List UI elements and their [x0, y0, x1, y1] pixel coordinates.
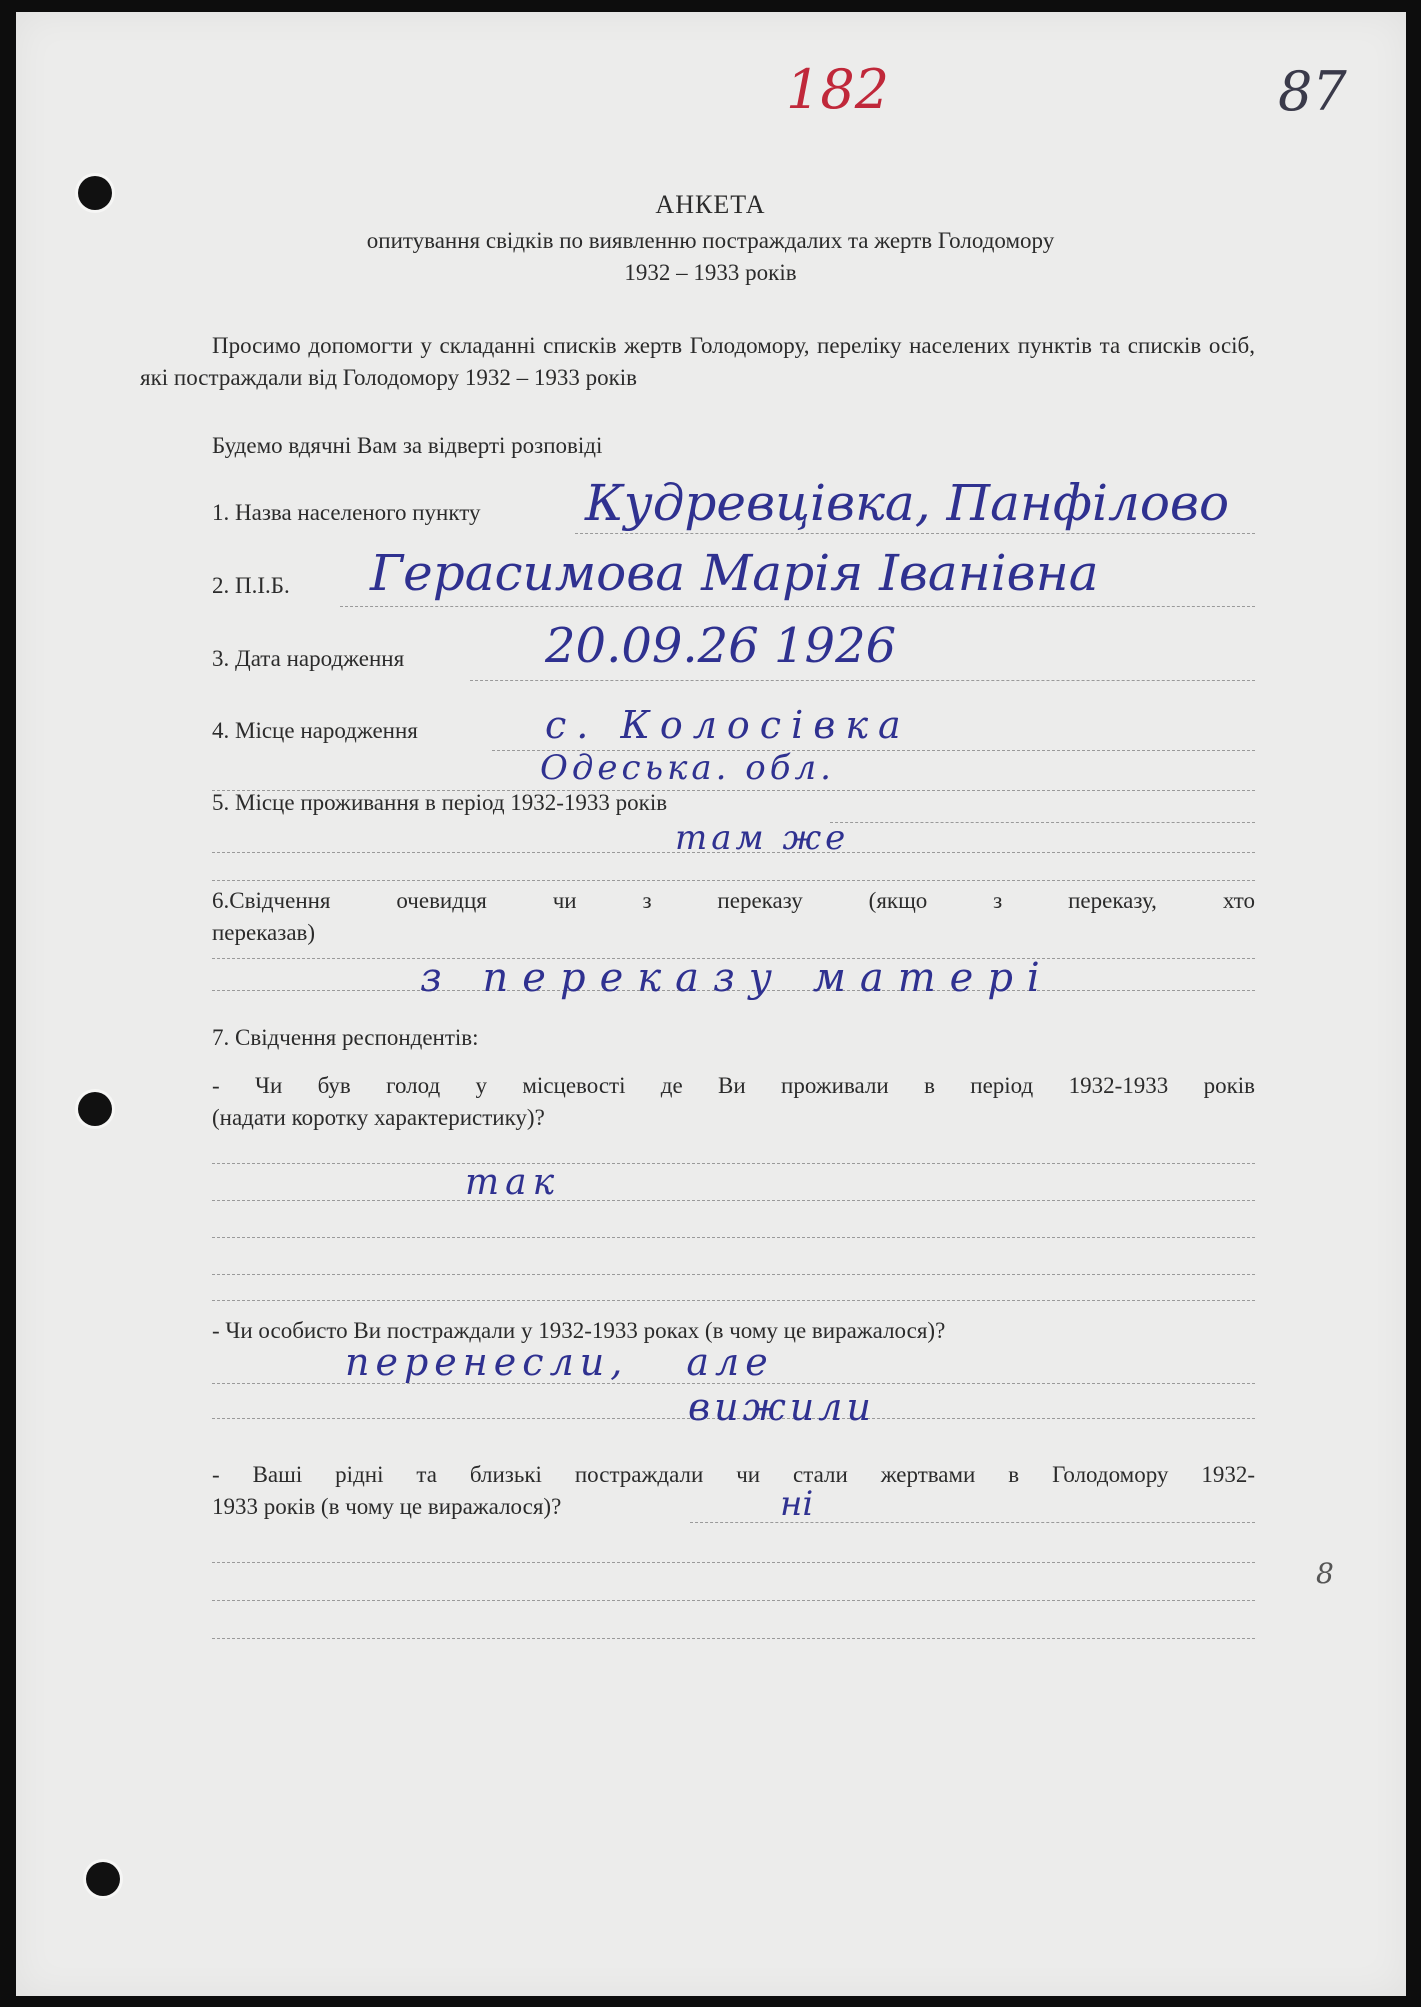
q7-line-2 — [212, 1200, 1255, 1201]
intro-thanks: Будемо вдячні Вам за відверті розповіді — [212, 433, 603, 458]
field-line-residence — [830, 822, 1255, 823]
q7-answer-1[interactable]: так — [465, 1162, 561, 1203]
q7-line-1 — [212, 1163, 1255, 1164]
q6-answer[interactable]: з переказу матері — [420, 955, 1054, 1001]
q7-question-1-line2: (надати коротку характеристику)? — [212, 1105, 545, 1130]
q7-line-5 — [212, 1300, 1255, 1301]
field-label-birthplace: 4. Місце народження — [212, 718, 418, 743]
survey-page — [16, 12, 1406, 1996]
page-title: АНКЕТА — [655, 190, 766, 219]
q6-label-line1: 6.Свідчення очевидця чи з переказу (якщо з переказу, хто — [212, 888, 1255, 913]
page-years: 1932 – 1933 років — [624, 260, 797, 285]
archive-page-number: 87 — [1278, 60, 1347, 123]
field-line-birthdate — [470, 680, 1255, 681]
intro-paragraph: Просимо допомогти у складанні списків жертв Голодомору, переліку населених пунктів та списків осіб, які постраждали від Голодомору 1932 – 1933 років — [140, 333, 1255, 390]
q7-answer-2-line1[interactable]: перенесли, але — [345, 1340, 774, 1384]
page-subtitle: опитування свідків по виявленню постраждалих та жертв Голодомору — [366, 228, 1055, 253]
margin-mark: 8 — [1316, 1557, 1334, 1590]
field-label-residence: 5. Місце проживання в період 1932-1933 років — [212, 790, 668, 815]
q7-question-2: - Чи особисто Ви постраждали у 1932-1933 роках (в чому це виражалося)? — [212, 1318, 946, 1343]
field-value-birthdate[interactable]: 20.09.26 1926 — [545, 618, 897, 674]
field-label-birthdate: 3. Дата народження — [212, 646, 405, 671]
q7-line-11 — [212, 1638, 1255, 1639]
field-value-settlement[interactable]: Кудревцівка, Панфілово — [585, 474, 1230, 532]
field-label-name: 2. П.І.Б. — [212, 573, 290, 598]
punch-hole-bottom — [86, 1862, 120, 1896]
archive-page-number-red: 182 — [786, 58, 890, 121]
field-value-name[interactable]: Герасимова Марія Іванівна — [370, 544, 1099, 602]
field-line-name — [340, 606, 1255, 607]
field-value-residence[interactable]: там же — [675, 818, 850, 858]
punch-hole-middle — [78, 1092, 112, 1126]
field-value-birthplace-region[interactable]: Одеська. обл. — [540, 748, 835, 788]
q7-line-9 — [212, 1562, 1255, 1563]
q7-question-3-line2: 1933 років (в чому це виражалося)? — [212, 1494, 562, 1519]
q7-line-10 — [212, 1600, 1255, 1601]
field-label-settlement: 1. Назва населеного пункту — [212, 500, 481, 525]
q7-question-1-line1: - Чи був голод у місцевості де Ви проживали в період 1932-1933 років — [212, 1073, 1255, 1098]
q7-answer-3[interactable]: ні — [780, 1484, 814, 1524]
q7-answer-2-line2[interactable]: вижили — [688, 1385, 875, 1429]
field-value-birthplace[interactable]: с. Колосівка — [545, 703, 911, 747]
field-line-settlement — [575, 533, 1255, 534]
q7-line-8 — [690, 1522, 1255, 1523]
field-line-residence-3 — [212, 880, 1255, 881]
q7-question-3-line1: - Ваші рідні та близькі постраждали чи стали жертвами в Голодомору 1932- — [212, 1462, 1255, 1487]
q7-line-3 — [212, 1237, 1255, 1238]
q7-heading: 7. Свідчення респондентів: — [212, 1025, 479, 1050]
q7-line-4 — [212, 1274, 1255, 1275]
q6-label-line2: переказав) — [212, 920, 316, 945]
